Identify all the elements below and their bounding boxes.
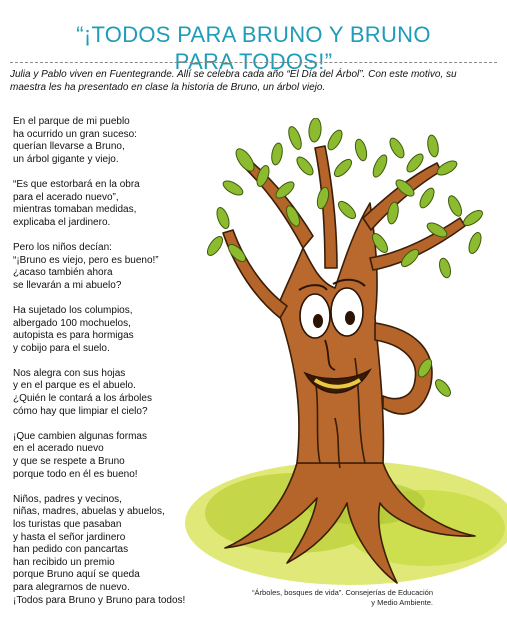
poem-line: ¿acaso también ahora	[13, 267, 113, 279]
poem-line: Pero los niños decían:	[13, 241, 112, 253]
poem-line: autopista es para hormigas	[13, 330, 134, 342]
poem-line: Ha sujetado los columpios,	[13, 304, 133, 316]
poem-line: en el acerado nuevo	[13, 443, 104, 455]
title-divider	[10, 62, 497, 63]
poem-line: ¿Quién le contará a los árboles	[13, 393, 152, 405]
caption-line-2: y Medio Ambiente.	[371, 598, 433, 607]
caption-line-1: “Árboles, bosques de vida”. Consejerías de Educación	[252, 588, 433, 597]
intro-paragraph: Julia y Pablo viven en Fuentegrande. Allí se celebra cada año “El Día del Árbol”. Con este motivo, su maestra les ha presentado en clase la historia de Bruno, un árbol viejo.	[10, 69, 457, 93]
smiling-tree-icon	[175, 118, 507, 598]
poem-line: “Es que estorbará en la obra	[13, 178, 140, 190]
image-caption	[213, 588, 433, 608]
poem-line: para alegrarnos de nuevo.	[13, 581, 130, 593]
poem-line: porque Bruno aquí se queda	[13, 569, 140, 581]
poem-line: y cobijo para el suelo.	[13, 342, 110, 354]
poem-line: mientras tomaban medidas,	[13, 204, 137, 216]
poem-line: niñas, madres, abuelas y abuelos,	[13, 506, 165, 518]
poem-line: y hasta el señor jardinero	[13, 531, 126, 543]
poem-line: albergado 100 mochuelos,	[13, 317, 131, 329]
poem-line: “¡Bruno es viejo, pero es bueno!”	[13, 254, 159, 266]
poem-line: han recibido un premio	[13, 556, 115, 568]
poem-line: un árbol gigante y viejo.	[13, 153, 119, 165]
poem-line: En el parque de mi pueblo	[13, 116, 130, 127]
poem-line: y que se respete a Bruno	[13, 456, 125, 468]
poem-line: ha ocurrido un gran suceso:	[13, 128, 137, 140]
poem-line: han pedido con pancartas	[13, 544, 129, 556]
poem-line: cómo hay que limpiar el cielo?	[13, 405, 148, 417]
poem-line: querían llevarse a Bruno,	[13, 141, 125, 153]
poem-line: Niños, padres y vecinos,	[13, 493, 122, 505]
title-line-1: “¡TODOS PARA BRUNO Y BRUNO	[76, 21, 431, 47]
poem-line: Nos alegra con sus hojas	[13, 367, 126, 379]
poem-line: porque todo en él es bueno!	[13, 468, 138, 480]
title-line-2: PARA TODOS!”	[174, 48, 333, 74]
poem-line: explicaba el jardinero.	[13, 216, 111, 228]
poem-line: se llevarán a mi abuelo?	[13, 279, 122, 291]
page-title	[0, 21, 507, 75]
poem-line: los turistas que pasaban	[13, 519, 122, 530]
poem-line: para el acerado nuevo”,	[13, 191, 119, 203]
poem-line: ¡Que cambien algunas formas	[13, 430, 147, 442]
poem-line: y en el parque es el abuelo.	[13, 380, 136, 392]
poem-line: ¡Todos para Bruno y Bruno para todos!	[13, 594, 186, 606]
